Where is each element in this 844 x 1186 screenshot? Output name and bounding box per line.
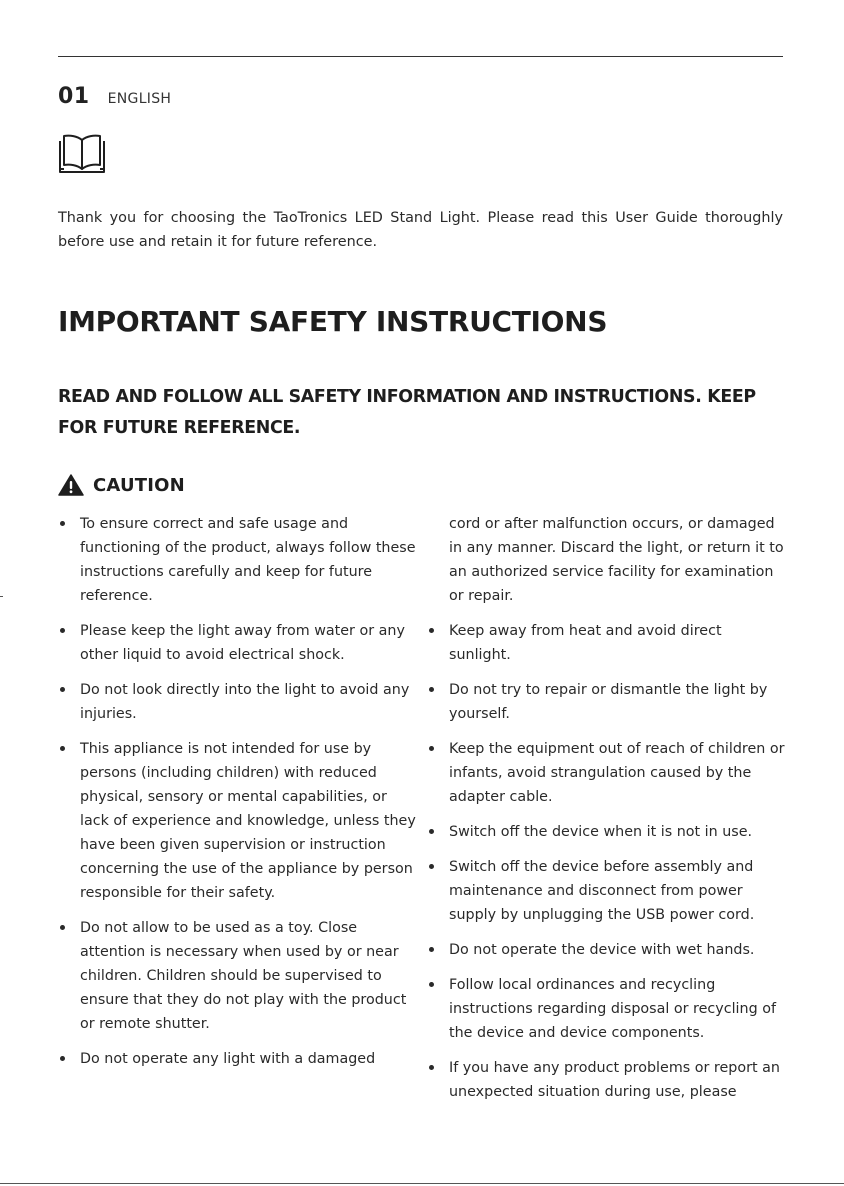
caution-heading [58, 474, 185, 496]
safety-subtitle: READ AND FOLLOW ALL SAFETY INFORMATION AND INSTRUCTIONS. KEEP FOR FUTURE REFERENCE. [58, 387, 756, 438]
list-item: To ensure correct and safe usage and functioning of the product, always follow these instructions carefully and keep for future reference. [58, 512, 418, 608]
bullet-icon [429, 746, 434, 751]
list-item: Do not allow to be used as a toy. Close attention is necessary when used by or near children. Children should be supervised to ensure that they do not play with the product or remote shutter. [58, 916, 418, 1036]
right-column [427, 512, 787, 1115]
right-instruction-list [427, 512, 787, 1104]
bullet-icon [60, 746, 65, 751]
list-item: Follow local ordinances and recycling instructions regarding disposal or recycling of the device and device components. [427, 973, 787, 1045]
list-item: Keep away from heat and avoid direct sunlight. [427, 619, 787, 667]
bullet-icon [60, 687, 65, 692]
bottom-divider [0, 1183, 844, 1184]
list-item: Do not try to repair or dismantle the light by yourself. [427, 678, 787, 726]
list-item: Do not operate the device with wet hands. [427, 938, 787, 962]
margin-tick [0, 596, 3, 597]
language-label: ENGLISH [107, 91, 172, 107]
list-item: Switch off the device before assembly and maintenance and disconnect from power supply by unplugging the USB power cord. [427, 855, 787, 927]
bullet-icon [60, 521, 65, 526]
bullet-icon [429, 982, 434, 987]
list-item: Do not look directly into the light to avoid any injuries. [58, 678, 418, 726]
bullet-icon [429, 829, 434, 834]
list-item: Please keep the light away from water or any other liquid to avoid electrical shock. [58, 619, 418, 667]
list-item-continuation: cord or after malfunction occurs, or damaged in any manner. Discard the light, or return it to an authorized service facility for examination or repair. [449, 516, 784, 604]
bullet-icon [429, 947, 434, 952]
open-book-icon [57, 131, 107, 175]
bullet-icon [60, 925, 65, 930]
bullet-icon [429, 864, 434, 869]
list-item: Do not operate any light with a damaged [58, 1047, 418, 1071]
intro-paragraph: Thank you for choosing the TaoTronics LED Stand Light. Please read this User Guide thoroughly before use and retain it for future reference. [58, 210, 783, 251]
page-number: 01 [58, 84, 90, 109]
left-instruction-list [58, 512, 418, 1071]
caution-label: CAUTION [93, 474, 185, 496]
page-title: IMPORTANT SAFETY INSTRUCTIONS [58, 305, 608, 338]
bullet-icon [429, 1065, 434, 1070]
list-item: This appliance is not intended for use by persons (including children) with reduced physical, sensory or mental capabilities, or lack of experience and knowledge, unless they have been given supervision or instruction concerning the use of the appliance by person responsible for their safety. [58, 737, 418, 905]
bullet-icon [429, 628, 434, 633]
list-item: If you have any product problems or report an unexpected situation during use, please [427, 1056, 787, 1104]
bullet-icon [429, 687, 434, 692]
left-column [58, 512, 418, 1082]
bullet-icon [60, 1056, 65, 1061]
list-item: Switch off the device when it is not in use. [427, 820, 787, 844]
bullet-icon [60, 628, 65, 633]
warning-triangle-icon [58, 474, 84, 496]
list-item: Keep the equipment out of reach of children or infants, avoid strangulation caused by the adapter cable. [427, 737, 787, 809]
top-divider [58, 56, 783, 57]
page-header [58, 84, 171, 114]
